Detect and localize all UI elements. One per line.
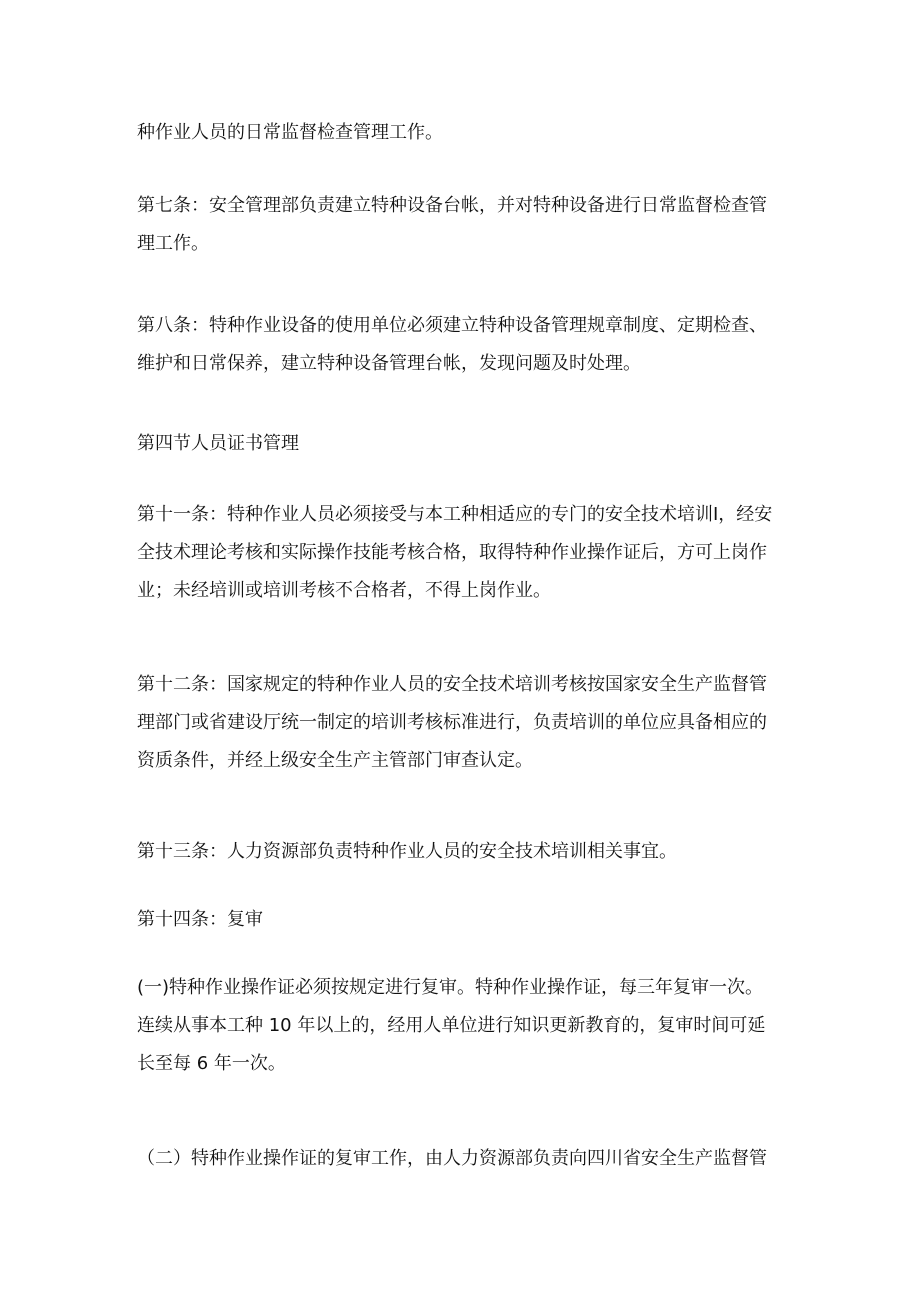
text-line: 第十一条：特种作业人员必须接受与本工种相适应的专门的安全技术培训Ⅰ，经安: [137, 504, 773, 525]
paragraph-article-11: [137, 496, 797, 610]
text-line: 资质条件，并经上级安全生产主管部门审查认定。: [137, 750, 533, 771]
text-line: 理工作。: [137, 233, 209, 254]
text-line: 种作业人员的日常监督检查管理工作。: [137, 122, 443, 143]
text-line: 长至每 6 年一次。: [137, 1053, 286, 1074]
paragraph-article-14: [137, 901, 797, 939]
section-heading: [137, 425, 797, 463]
text-line: 第八条：特种作业设备的使用单位必须建立特种设备管理规章制度、定期检查、: [137, 315, 767, 336]
text-line: 第十三条：人力资源部负责特种作业人员的安全技术培训相关事宜。: [137, 841, 677, 862]
text-line: 维护和日常保养，建立特种设备管理台帐，发现问题及时处理。: [137, 353, 641, 374]
text-line: (一)特种作业操作证必须按规定进行复审。特种作业操作证，每三年复审一次。: [137, 977, 764, 998]
text-line: 全技术理论考核和实际操作技能考核合格，取得特种作业操作证后，方可上岗作: [137, 542, 767, 563]
paragraph-article-7: [137, 187, 797, 263]
text-line: 第十四条：复审: [137, 909, 263, 930]
text-line: 业；未经培训或培训考核不合格者，不得上岗作业。: [137, 580, 551, 601]
paragraph-1: [137, 114, 797, 152]
text-line: 第四节人员证书管理: [137, 433, 299, 454]
paragraph-item-1: [137, 969, 797, 1083]
paragraph-article-13: [137, 833, 797, 871]
paragraph-article-8: [137, 307, 797, 383]
paragraph-item-2: [137, 1140, 797, 1178]
text-line: 第十二条：国家规定的特种作业人员的安全技术培训考核按国家安全生产监督管: [137, 674, 767, 695]
text-line: 第七条：安全管理部负责建立特种设备台帐，并对特种设备进行日常监督检查管: [137, 195, 767, 216]
text-line: （二）特种作业操作证的复审工作，由人力资源部负责向四川省安全生产监督管: [137, 1148, 767, 1169]
paragraph-article-12: [137, 666, 797, 780]
text-line: 理部门或省建设厅统一制定的培训考核标准进行，负责培训的单位应具备相应的: [137, 712, 767, 733]
text-line: 连续从事本工种 10 年以上的，经用人单位进行知识更新教育的，复审时间可延: [137, 1015, 766, 1036]
